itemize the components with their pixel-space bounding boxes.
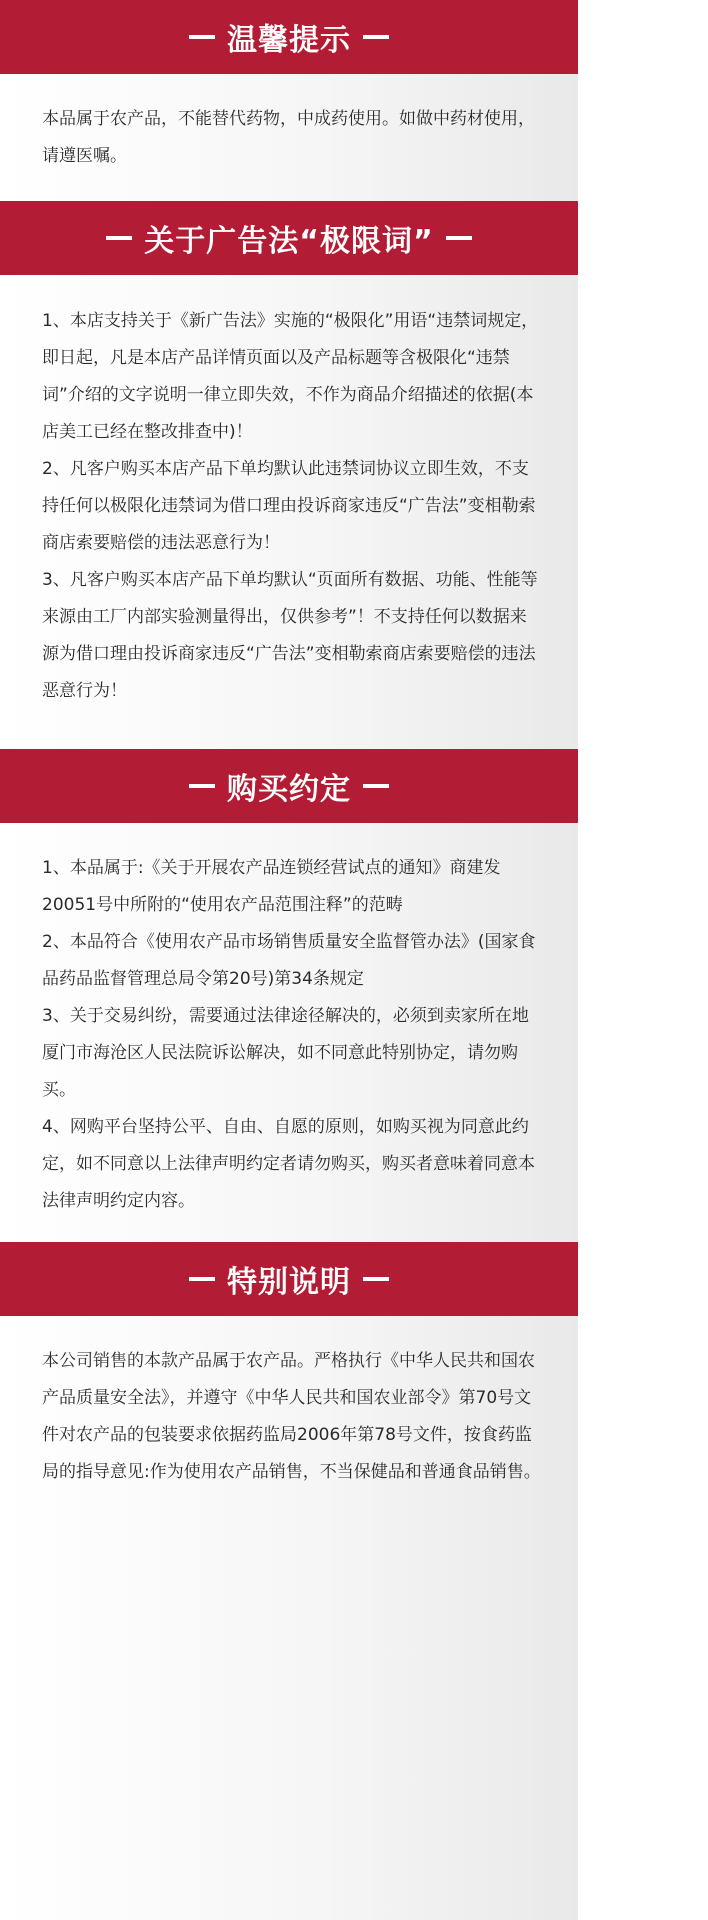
dash-right — [363, 784, 389, 788]
section-title: 购买约定 — [227, 772, 351, 807]
dash-left — [189, 784, 215, 788]
dash-left — [189, 35, 215, 39]
paragraph: 2、凡客户购买本店产品下单均默认此违禁词协议立即生效，不支持任何以极限化违禁词为借口理由投诉商家违反“广告法”变相勒索商店索要赔偿的违法恶意行为！ — [42, 459, 536, 553]
paragraph: 2、本品符合《使用农产品市场销售质量安全监督管办法》(国家食品药品监督管理总局令第20号)第34条规定 — [42, 932, 536, 989]
section-banner-warm-tips — [0, 0, 578, 74]
paragraph: 本品属于农产品，不能替代药物，中成药使用。如做中药材使用，请遵医嘱。 — [42, 109, 535, 166]
paragraph: 本公司销售的本款产品属于农产品。严格执行《中华人民共和国农产品质量安全法》，并遵守《中华人民共和国农业部令》第70号文件对农产品的包装要求依据药监局2006年第78号文件，按食药监局的指导意见:作为使用农产品销售，不当保健品和普通食品销售。 — [42, 1351, 541, 1482]
paragraph: 4、网购平台坚持公平、自由、自愿的原则，如购买视为同意此约定，如不同意以上法律声明约定者请勿购买，购买者意味着同意本法律声明约定内容。 — [42, 1117, 535, 1211]
paragraph: 3、凡客户购买本店产品下单均默认“页面所有数据、功能、性能等来源由工厂内部实验测量得出，仅供参考”！不支持任何以数据来源为借口理由投诉商家违反“广告法”变相勒索商店索要赔偿的违法恶意行为！ — [42, 570, 538, 701]
paragraph: 1、本品属于:《关于开展农产品连锁经营试点的通知》商建发20051号中所附的“使用农产品范围注释”的范畴 — [42, 858, 501, 915]
dash-right — [363, 35, 389, 39]
dash-left — [189, 1277, 215, 1281]
section-body-special-notes — [42, 1343, 542, 1491]
dash-left — [106, 236, 132, 240]
section-banner-ad-law — [0, 201, 578, 275]
paragraph: 3、关于交易纠纷，需要通过法律途径解决的，必须到卖家所在地厦门市海沧区人民法院诉讼解决，如不同意此特别协定，请勿购买。 — [42, 1006, 529, 1100]
dash-right — [363, 1277, 389, 1281]
section-title: 特别说明 — [227, 1265, 351, 1300]
section-body-ad-law — [42, 303, 542, 710]
paragraph: 1、本店支持关于《新广告法》实施的“极限化”用语“违禁词规定，即日起，凡是本店产品详情页面以及产品标题等含极限化“违禁词”介绍的文字说明一律立即失效，不作为商品介绍描述的依据(本店美工已经在整改排查中)！ — [42, 311, 539, 442]
section-body-purchase-agreement — [42, 850, 542, 1220]
section-title: 关于广告法“极限词” — [144, 224, 434, 259]
section-title: 温馨提示 — [227, 23, 351, 58]
dash-right — [446, 236, 472, 240]
section-body-warm-tips — [42, 101, 542, 175]
section-banner-special-notes — [0, 1242, 578, 1316]
section-banner-purchase-agreement — [0, 749, 578, 823]
